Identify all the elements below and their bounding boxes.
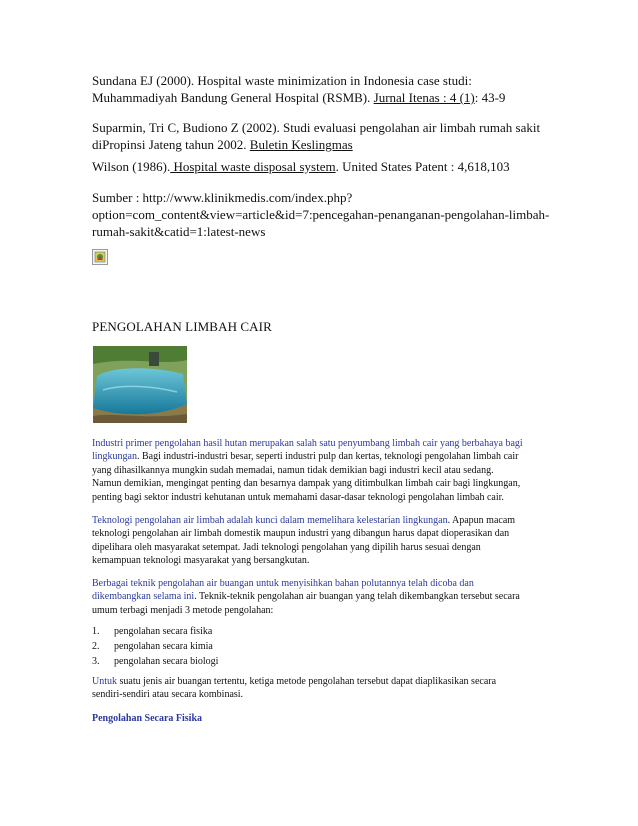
- list-item: [92, 640, 218, 655]
- paragraph-text: . Teknik-teknik pengolahan air buangan yang telah dikembangkan tersebut secara: [194, 591, 520, 603]
- list-text: pengolahan secara kimia: [114, 640, 213, 652]
- reference-line: Sundana EJ (2000). Hospital waste minimization in Indonesia case studi:: [92, 73, 472, 88]
- paragraph-line: Berbagai teknik pengolahan air buangan untuk menyisihkan bahan polutannya telah dicoba dan: [92, 578, 474, 589]
- reference-text: . United States Patent : 4,618,103: [335, 159, 510, 174]
- paragraph-teknologi: [92, 514, 554, 568]
- paragraph-teknik: [92, 577, 554, 617]
- reference-wilson: [92, 158, 562, 175]
- paragraph-line: [92, 514, 554, 527]
- paragraph-text: suatu jenis air buangan tertentu, ketiga metode pengolahan tersebut dapat diaplikasikan secara: [117, 676, 497, 687]
- paragraph-line: Industri primer pengolahan hasil hutan merupakan salah satu penyumbang limbah cair yang berbahaya bagi: [92, 438, 523, 449]
- paragraph-line: teknologi pengolahan air limbah domestik maupun industri yang dibangun harus dapat dioperasikan dan: [92, 528, 510, 540]
- journal-link-keslingmas[interactable]: Buletin Keslingmas: [249, 137, 353, 152]
- paragraph-line: yang dihasilkannya mungkin sudah memadai, namun tidak demikian bagi industri kecil atau sedang.: [92, 464, 494, 476]
- source-line: option=com_content&view=article&id=7:pencegahan-penanganan-pengolahan-limbah-: [92, 207, 550, 222]
- reference-text: diPropinsi Jateng tahun 2002.: [92, 137, 250, 152]
- highlight-text: dikembangkan selama ini: [92, 591, 195, 603]
- reference-line: [92, 158, 562, 175]
- list-text: pengolahan secara biologi: [114, 655, 219, 667]
- list-number: 3.: [92, 655, 100, 667]
- paragraph-line: Namun demikian, mengingat penting dan besarnya dampak yang ditimbulkan limbah cair bagi lingkungan,: [92, 478, 521, 490]
- paragraph-industri: [92, 437, 554, 504]
- source-line: rumah-sakit&catid=1:latest-news: [92, 224, 266, 239]
- source-line: Sumber : http://www.klinikmedis.com/index.php?: [92, 190, 353, 205]
- reference-line: Suparmin, Tri C, Budiono Z (2002). Studi evaluasi pengolahan air limbah rumah sakit: [92, 120, 541, 135]
- highlight-text: lingkungan: [92, 451, 137, 463]
- paragraph-line: [92, 590, 554, 603]
- journal-link-itenas[interactable]: Jurnal Itenas : 4 (1): [373, 90, 475, 105]
- paragraph-line: umum terbagi menjadi 3 metode pengolahan:: [92, 604, 274, 616]
- list-item: [92, 655, 218, 670]
- paragraph-line: penting bagi sektor industri kehutanan untuk memahami dasar-dasar teknologi pengolahan limbah cair.: [92, 491, 504, 503]
- reference-line: [92, 89, 562, 106]
- paragraph-line: kemampuan teknologi masyarakat yang bersangkutan.: [92, 555, 310, 567]
- paragraph-text: . Apapun macam: [447, 515, 516, 526]
- section-title: PENGOLAHAN LIMBAH CAIR: [92, 319, 272, 334]
- broken-image-glyph: [93, 250, 107, 264]
- list-number: 1.: [92, 626, 100, 637]
- reference-sundana: [92, 72, 562, 106]
- list-text: pengolahan secara fisika: [114, 626, 213, 637]
- reference-text: Muhammadiyah Bandung General Hospital (RSMB).: [92, 90, 374, 105]
- source-reference: [92, 189, 562, 240]
- subheading-fisika: Pengolahan Secara Fisika: [92, 713, 203, 724]
- list-item: [92, 625, 218, 640]
- paragraph-untuk: [92, 675, 554, 702]
- method-list: [92, 625, 218, 669]
- patent-link[interactable]: Hospital waste disposal system: [170, 159, 336, 174]
- paragraph-line: sendiri-sendiri atau secara kombinasi.: [92, 689, 244, 701]
- paragraph-line: [92, 450, 554, 463]
- reference-line: [92, 136, 562, 153]
- highlight-text: Untuk: [92, 676, 117, 687]
- highlight-text: Teknologi pengolahan air limbah adalah kunci dalam memelihara kelestarian lingkungan: [92, 515, 448, 526]
- wastewater-pond-photo: [93, 346, 187, 423]
- paragraph-text: . Bagi industri-industri besar, seperti industri pulp dan kertas, teknologi pengolahan limbah cair: [137, 451, 519, 463]
- paragraph-line: [92, 675, 554, 688]
- list-number: 2.: [92, 640, 100, 652]
- broken-image-icon: [92, 249, 108, 265]
- reference-text: : 43-9: [474, 90, 506, 105]
- reference-suparmin: [92, 119, 562, 153]
- paragraph-line: dipelihara oleh masyarakat setempat. Jadi teknologi pengolahan yang dipilih harus sesuai dengan: [92, 541, 481, 553]
- reference-text: Wilson (1986).: [92, 159, 171, 174]
